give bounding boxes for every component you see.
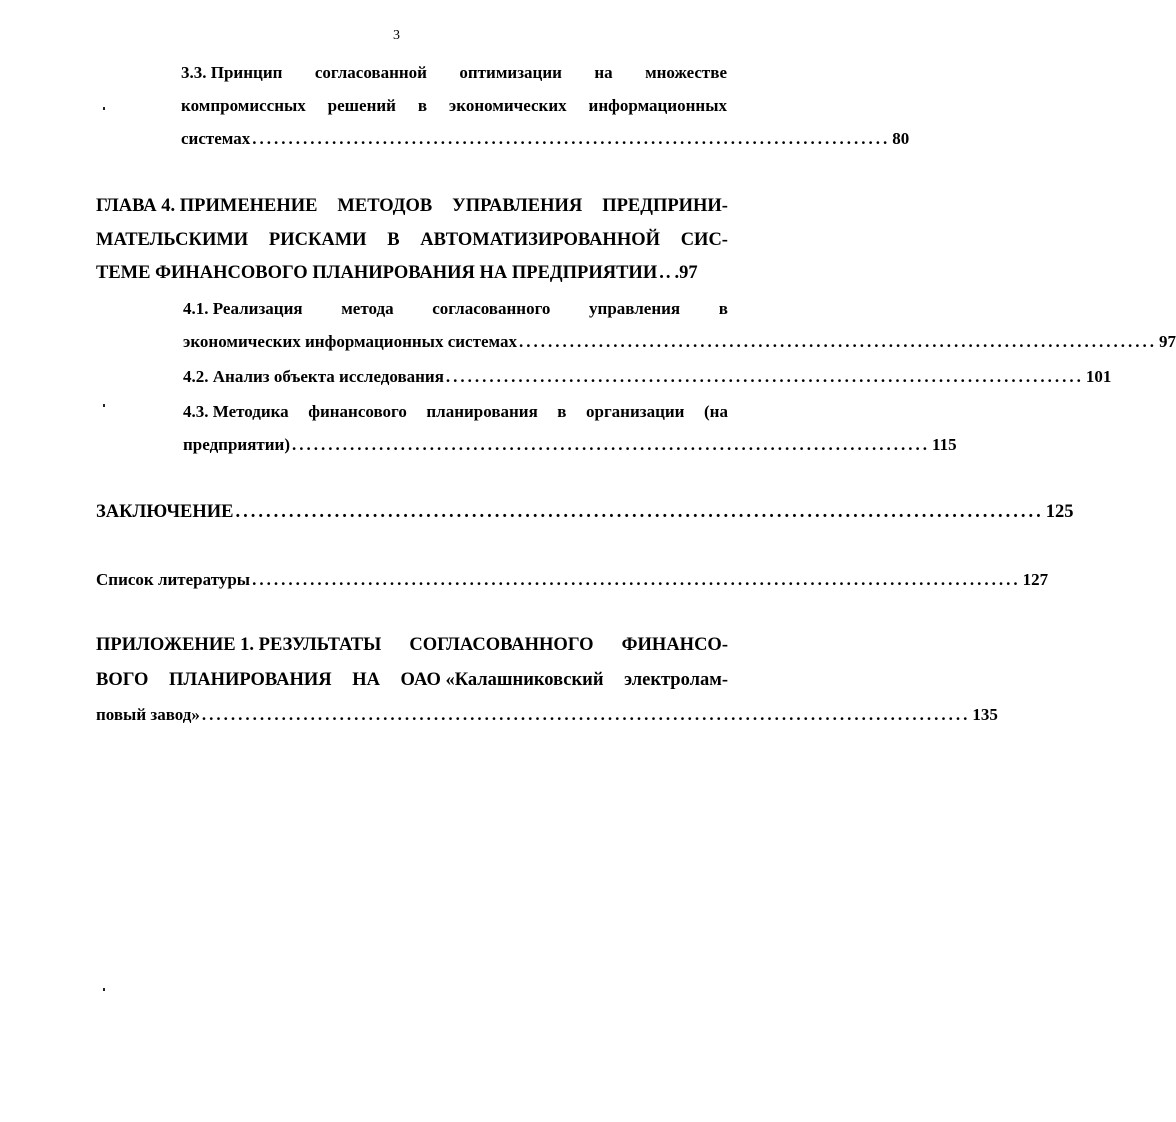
leader-dots: ........................................................................................ xyxy=(292,435,931,454)
leader-dots: .. xyxy=(659,263,673,283)
toc-4-3-line1: 4.3. Методика финансового планирования в организации (на xyxy=(183,402,728,421)
toc-4-3-line2[interactable] xyxy=(183,434,957,456)
toc-entry-title: ЗАКЛЮЧЕНИЕ xyxy=(96,502,234,522)
toc-references[interactable] xyxy=(96,569,1049,591)
leader-dots: ........................................................................................ xyxy=(518,332,1157,351)
toc-entry-title: предприятии) xyxy=(183,435,291,454)
scan-speck xyxy=(103,107,105,110)
leader-dots: .......................................................................................................... xyxy=(235,502,1044,522)
leader-dots: .......................................................................................................... xyxy=(252,570,1021,589)
toc-conclusion[interactable] xyxy=(96,501,1074,523)
toc-4-2[interactable] xyxy=(183,366,1112,388)
leader-dots: .......................................................................................................... xyxy=(201,705,971,724)
toc-chapter4-line3[interactable] xyxy=(96,262,716,284)
scan-speck xyxy=(103,404,105,407)
toc-page-number: 115 xyxy=(932,435,957,454)
toc-entry-title: системах xyxy=(181,129,251,148)
toc-entry-title: 4.2. Анализ объекта исследования xyxy=(183,367,444,386)
toc-entry-title: повый завод» xyxy=(96,705,200,724)
toc-page-number: 97 xyxy=(1158,332,1176,351)
toc-chapter4-line1: ГЛАВА 4. ПРИМЕНЕНИЕ МЕТОДОВ УПРАВЛЕНИЯ ПРЕДПРИНИ- xyxy=(96,196,728,216)
leader-dots: ........................................................................................ xyxy=(445,367,1084,386)
toc-entry-title: ТЕМЕ ФИНАНСОВОГО ПЛАНИРОВАНИЯ НА ПРЕДПРИЯТИИ xyxy=(96,263,658,283)
toc-page-number: 135 xyxy=(972,705,998,724)
toc-4-1-line2[interactable] xyxy=(183,331,1176,353)
toc-appendix1-line3[interactable] xyxy=(96,704,998,726)
toc-3-3-line1: 3.3. Принцип согласованной оптимизации на множестве xyxy=(181,63,727,82)
toc-page-number: 80 xyxy=(892,129,910,148)
toc-appendix1-line2: ВОГО ПЛАНИРОВАНИЯ НА ОАО «Калашниковский электролам- xyxy=(96,670,728,690)
toc-4-1-line1: 4.1. Реализация метода согласованного управления в xyxy=(183,299,728,318)
toc-appendix1-line1: ПРИЛОЖЕНИЕ 1. РЕЗУЛЬТАТЫ СОГЛАСОВАННОГО ФИНАНСО- xyxy=(96,635,728,655)
toc-chapter4-line2: МАТЕЛЬСКИМИ РИСКАМИ В АВТОМАТИЗИРОВАННОЙ СИС- xyxy=(96,230,728,250)
toc-entry-title: экономических информационных системах xyxy=(183,332,517,351)
toc-page-number: 101 xyxy=(1085,367,1112,386)
toc-3-3-line3[interactable] xyxy=(181,128,910,150)
toc-page-number: 125 xyxy=(1045,502,1074,522)
page-number: 3 xyxy=(393,28,400,43)
toc-3-3-line2: компромиссных решений в экономических информационных xyxy=(181,96,727,115)
toc-entry-title: Список литературы xyxy=(96,570,251,589)
leader-dots: ........................................................................................ xyxy=(252,129,891,148)
scan-speck xyxy=(103,988,105,991)
toc-page-number: 127 xyxy=(1022,570,1049,589)
toc-page-number: .97 xyxy=(674,263,698,283)
